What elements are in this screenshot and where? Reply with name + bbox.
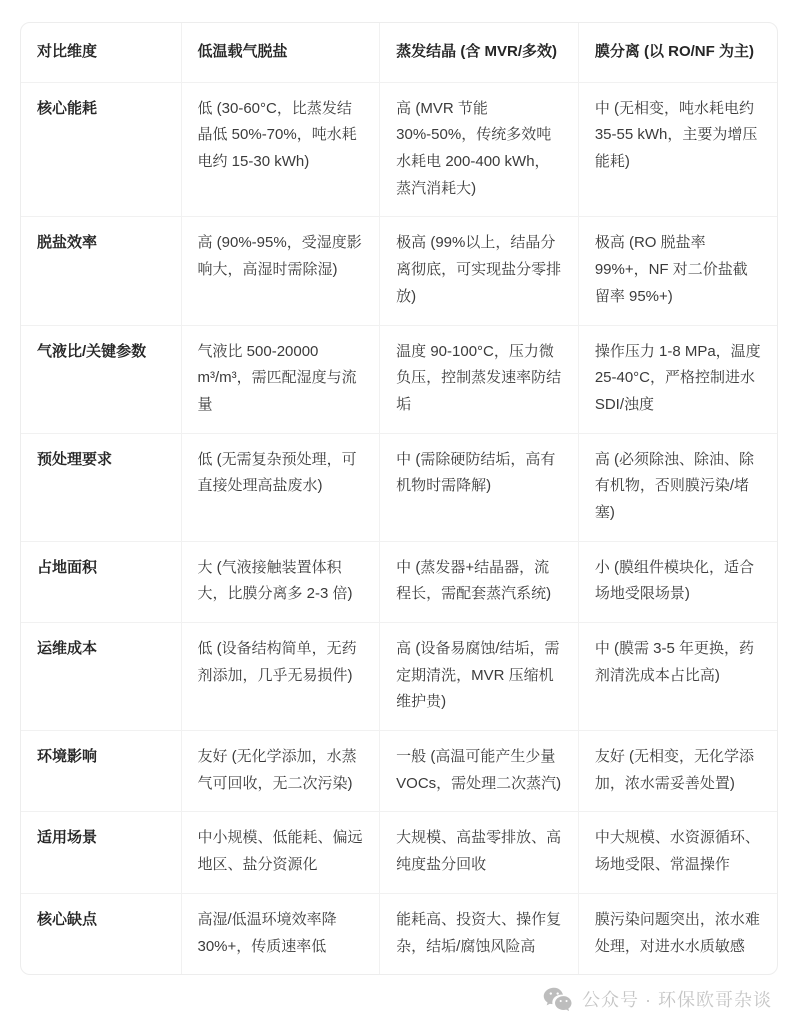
table-cell: 低 (无需复杂预处理，可直接处理高盐废水) [181,433,380,541]
table-cell: 温度 90-100°C，压力微负压，控制蒸发速率防结垢 [380,325,579,433]
row-label: 环境影响 [21,731,181,812]
table-row [21,731,777,812]
table-row [21,893,777,974]
table-cell: 高 (90%-95%，受湿度影响大，高湿时需除湿) [181,217,380,325]
row-label: 核心缺点 [21,893,181,974]
row-label: 占地面积 [21,541,181,622]
table-cell: 中 (蒸发器+结晶器，流程长，需配套蒸汽系统) [380,541,579,622]
column-header-3: 膜分离 (以 RO/NF 为主) [578,23,777,82]
table-cell: 小 (膜组件模块化，适合场地受限场景) [578,541,777,622]
table-cell: 极高 (99%以上，结晶分离彻底，可实现盐分零排放) [380,217,579,325]
comparison-table [21,23,777,974]
table-cell: 高湿/低温环境效率降 30%+，传质速率低 [181,893,380,974]
table-cell: 中 (无相变，吨水耗电约 35-55 kWh，主要为增压能耗) [578,82,777,217]
row-label: 预处理要求 [21,433,181,541]
table-cell: 一般 (高温可能产生少量 VOCs，需处理二次蒸汽) [380,731,579,812]
table-row [21,82,777,217]
table-row [21,433,777,541]
row-label: 运维成本 [21,623,181,731]
table-cell: 中 (膜需 3-5 年更换，药剂清洗成本占比高) [578,623,777,731]
table-cell: 中 (需除硬防结垢，高有机物时需降解) [380,433,579,541]
table-row [21,217,777,325]
table-cell: 能耗高、投资大、操作复杂，结垢/腐蚀风险高 [380,893,579,974]
table-cell: 极高 (RO 脱盐率 99%+，NF 对二价盐截留率 95%+) [578,217,777,325]
table-cell: 低 (设备结构简单，无药剂添加，几乎无易损件) [181,623,380,731]
table-cell: 低 (30-60°C，比蒸发结晶低 50%-70%，吨水耗电约 15-30 kWh) [181,82,380,217]
row-label: 适用场景 [21,812,181,893]
table-cell: 操作压力 1-8 MPa，温度 25-40°C，严格控制进水 SDI/浊度 [578,325,777,433]
comparison-table-container [20,22,778,975]
column-header-2: 蒸发结晶 (含 MVR/多效) [380,23,579,82]
table-row [21,623,777,731]
column-header-1: 低温载气脱盐 [181,23,380,82]
table-cell: 气液比 500-20000 m³/m³，需匹配湿度与流量 [181,325,380,433]
table-cell: 膜污染问题突出，浓水难处理，对进水水质敏感 [594,910,760,955]
header-row [21,23,777,82]
row-label: 脱盐效率 [21,217,181,325]
table-cell: 高 (必须除浊、除油、除有机物，否则膜污染/堵塞) [578,433,777,541]
table-cell: 友好 (无化学添加，水蒸气可回收，无二次污染) [181,731,380,812]
table-row [21,325,777,433]
table-row [21,812,777,893]
table-cell: 大规模、高盐零排放、高纯度盐分回收 [380,812,579,893]
table-cell: 中大规模、水资源循环、场地受限、常温操作 [578,812,777,893]
row-label: 核心能耗 [21,82,181,217]
wechat-icon [543,987,573,1011]
table-cell: 高 (MVR 节能 30%-50%，传统多效吨水耗电 200-400 kWh，蒸汽消耗大) [380,82,579,217]
table-row [21,541,777,622]
table-cell: 中小规模、低能耗、偏远地区、盐分资源化 [181,812,380,893]
watermark-text: 公众号 · 环保欧哥杂谈 [582,990,772,1011]
table-body [21,82,777,974]
table-cell: 大 (气液接触装置体积大，比膜分离多 2-3 倍) [181,541,380,622]
watermark-footer [20,975,778,1023]
row-label: 气液比/关键参数 [21,325,181,433]
column-header-0: 对比维度 [21,23,181,82]
table-cell: 友好 (无相变，无化学添加，浓水需妥善处置) [578,731,777,812]
table-cell: 高 (设备易腐蚀/结垢，需定期清洗，MVR 压缩机维护贵) [380,623,579,731]
table-header [21,23,777,82]
